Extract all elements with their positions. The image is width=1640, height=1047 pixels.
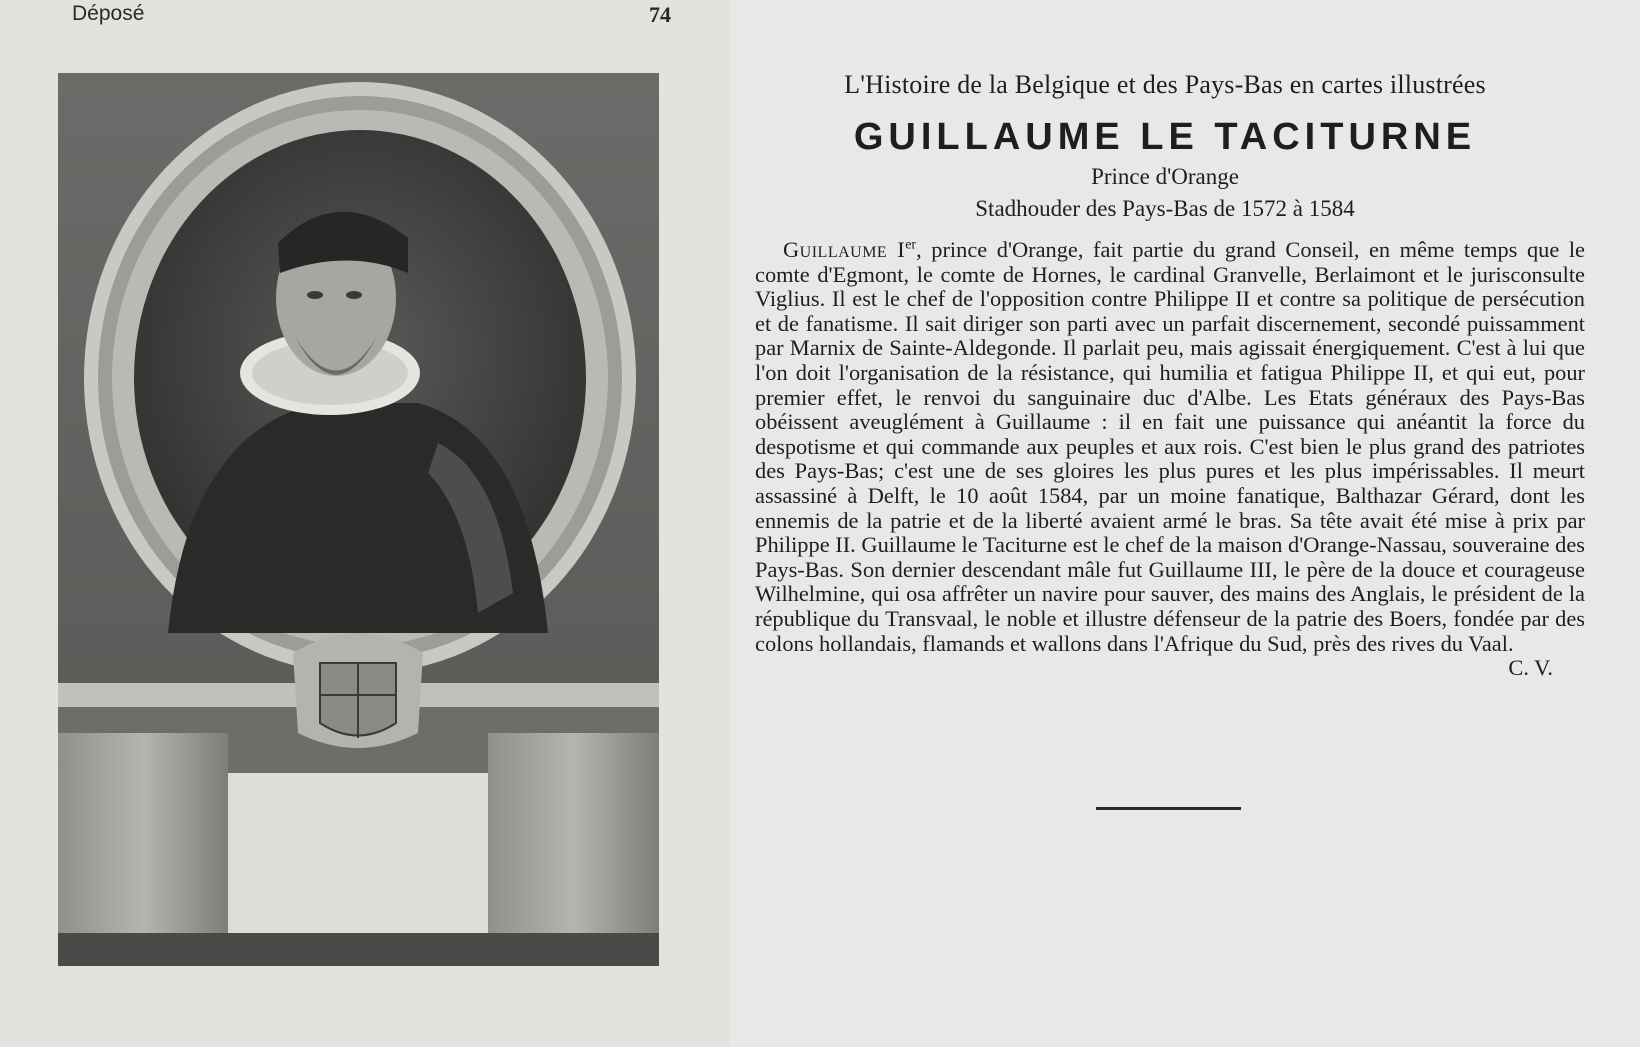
article-dates: Stadhouder des Pays-Bas de 1572 à 1584 <box>975 196 1355 221</box>
closing-rule <box>1096 807 1241 810</box>
left-panel <box>0 0 730 1047</box>
lead-superscript: er <box>905 237 917 253</box>
series-title: L'Histoire de la Belgique et des Pays-Bas en cartes illustrées <box>844 70 1486 99</box>
article-body <box>755 238 1585 681</box>
article-title: GUILLAUME LE TACITURNE <box>853 116 1477 158</box>
inscription-tablet <box>228 773 488 933</box>
article-subtitle: Prince d'Orange <box>1091 164 1239 189</box>
body-text: , prince d'Orange, fait partie du grand Conseil, en même temps que le comte d'Egmont, le comte de Hornes, le cardinal Granvelle, Berlaimont et le jurisconsulte Viglius. Il est le chef de l'opposition contre Philippe II et contre sa politique de persécution et de fanatisme. Il sait diriger son parti avec un parfait discernement, secondé puissamment par Marnix de Sainte-Aldegonde. Il parlait peu, mais agissait énergiquement. C'est à lui que l'on doit l'organisation de la résistance, qui humilia et fatigua Philippe II, et qui eut, pour premier effet, le renvoi du sanguinaire duc d'Albe. Les Etats généraux des Pays-Bas obéissent aveuglément à Guillaume : il en fait une puissance qui anéantit la force du despotisme et qui commande aux peuples et aux rois. C'est bien le plus grand des patriotes des Pays-Bas; c'est une de ses gloires les plus pures et les plus impérissables. Il meurt assassiné à Delft, le 10 août 1584, par un moine fanatique, Balthazar Gérard, dont les ennemis de la patrie et de la liberté avaient armé le bras. Sa tête avait été mise à prix par Philippe II. Guillaume le Taciturne est le chef de la maison d'Orange-Nassau, souveraine des Pays-Bas. Son dernier descendant mâle fut Guillaume III, le père de la douce et courageuse Wilhelmine, qui osa affrêter un navire pour sauver, des mains des Anglais, le président de la république du Transvaal, le noble et illustre défenseur de la patrie des Boers, fondée par des colons hollandais, flamands et wallons dans l'Afrique du Sud, près des rives du Vaal. <box>755 237 1585 656</box>
deposit-mark: Déposé <box>72 2 145 25</box>
page-number: 74 <box>649 2 671 27</box>
portrait-engraving <box>58 73 659 966</box>
lead-name: Guillaume I <box>783 237 906 262</box>
portrait-illustration <box>58 73 659 966</box>
signature: C. V. <box>1508 655 1553 681</box>
